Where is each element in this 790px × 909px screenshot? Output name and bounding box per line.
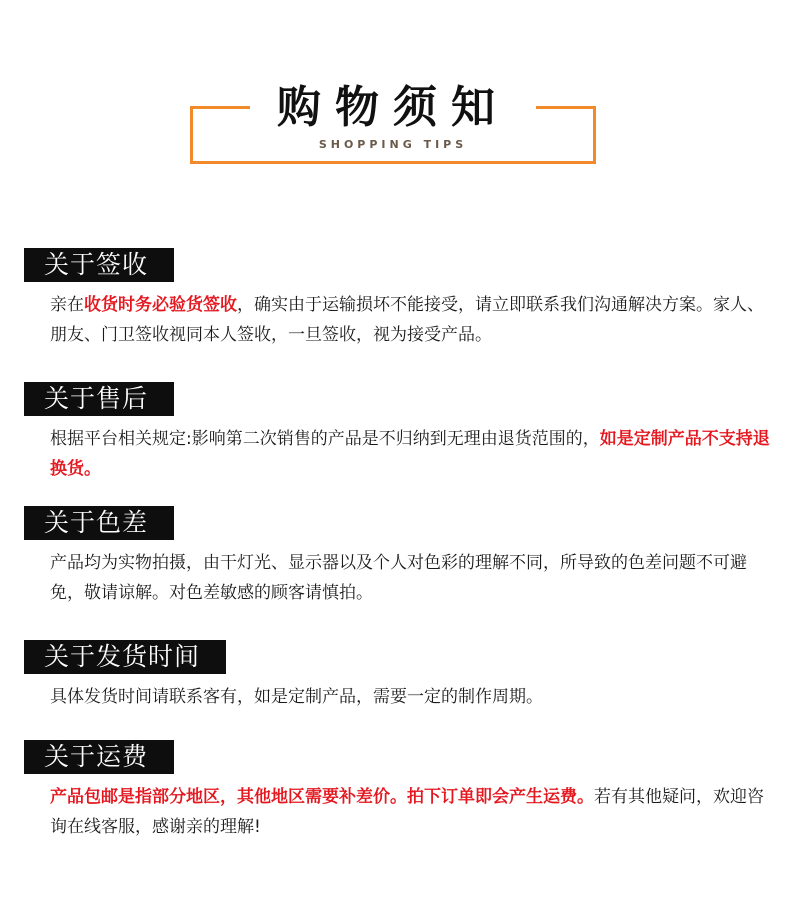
text-highlight: 收货时务必验货签收 [84,295,237,315]
section-label: 关于售后 [24,382,174,416]
title-frame-top-right [536,106,596,109]
section-label: 关于色差 [24,506,174,540]
section-shipping-time [24,640,770,712]
section-after-sales [24,382,770,484]
section-text [24,290,770,350]
section-text [24,424,770,484]
section-shipping-fee [24,740,770,842]
text-normal: 产品均为实物拍摄，由干灯光、显示器以及个人对色彩的理解不同，所导致的色差问题不可避免，敬请谅解。对色差敏感的顾客请慎拍。 [50,553,747,603]
section-label: 关于发货时间 [24,640,226,674]
section-text [24,682,770,712]
section-label: 关于签收 [24,248,174,282]
text-normal: 亲在 [50,295,84,315]
page-subtitle: SHOPPING TIPS [318,138,468,151]
section-color-difference [24,506,770,608]
page-title: 购物须知 [277,82,509,133]
section-text [24,548,770,608]
text-normal: 若有其他疑问，欢迎咨询在线客服，感谢亲的理解! [50,787,764,837]
text-normal: ，确实由于运输损坏不能接受，请立即联系我们沟通解决方案。家人、朋友、门卫签收视同本人签收，一旦签收，视为接受产品。 [50,295,764,345]
text-normal: 具体发货时间请联系客有，如是定制产品，需要一定的制作周期。 [50,687,543,707]
text-highlight: 产品包邮是指部分地区，其他地区需要补差价。拍下订单即会产生运费。 [50,787,594,807]
text-highlight: 如是定制产品不支持退换货。 [50,429,770,479]
section-signing [24,248,770,350]
section-text [24,782,770,842]
section-label: 关于运费 [24,740,174,774]
text-normal: 根据平台相关规定:影响第二次销售的产品是不归纳到无理由退货范围的， [50,429,600,449]
title-frame-top-left [190,106,250,109]
